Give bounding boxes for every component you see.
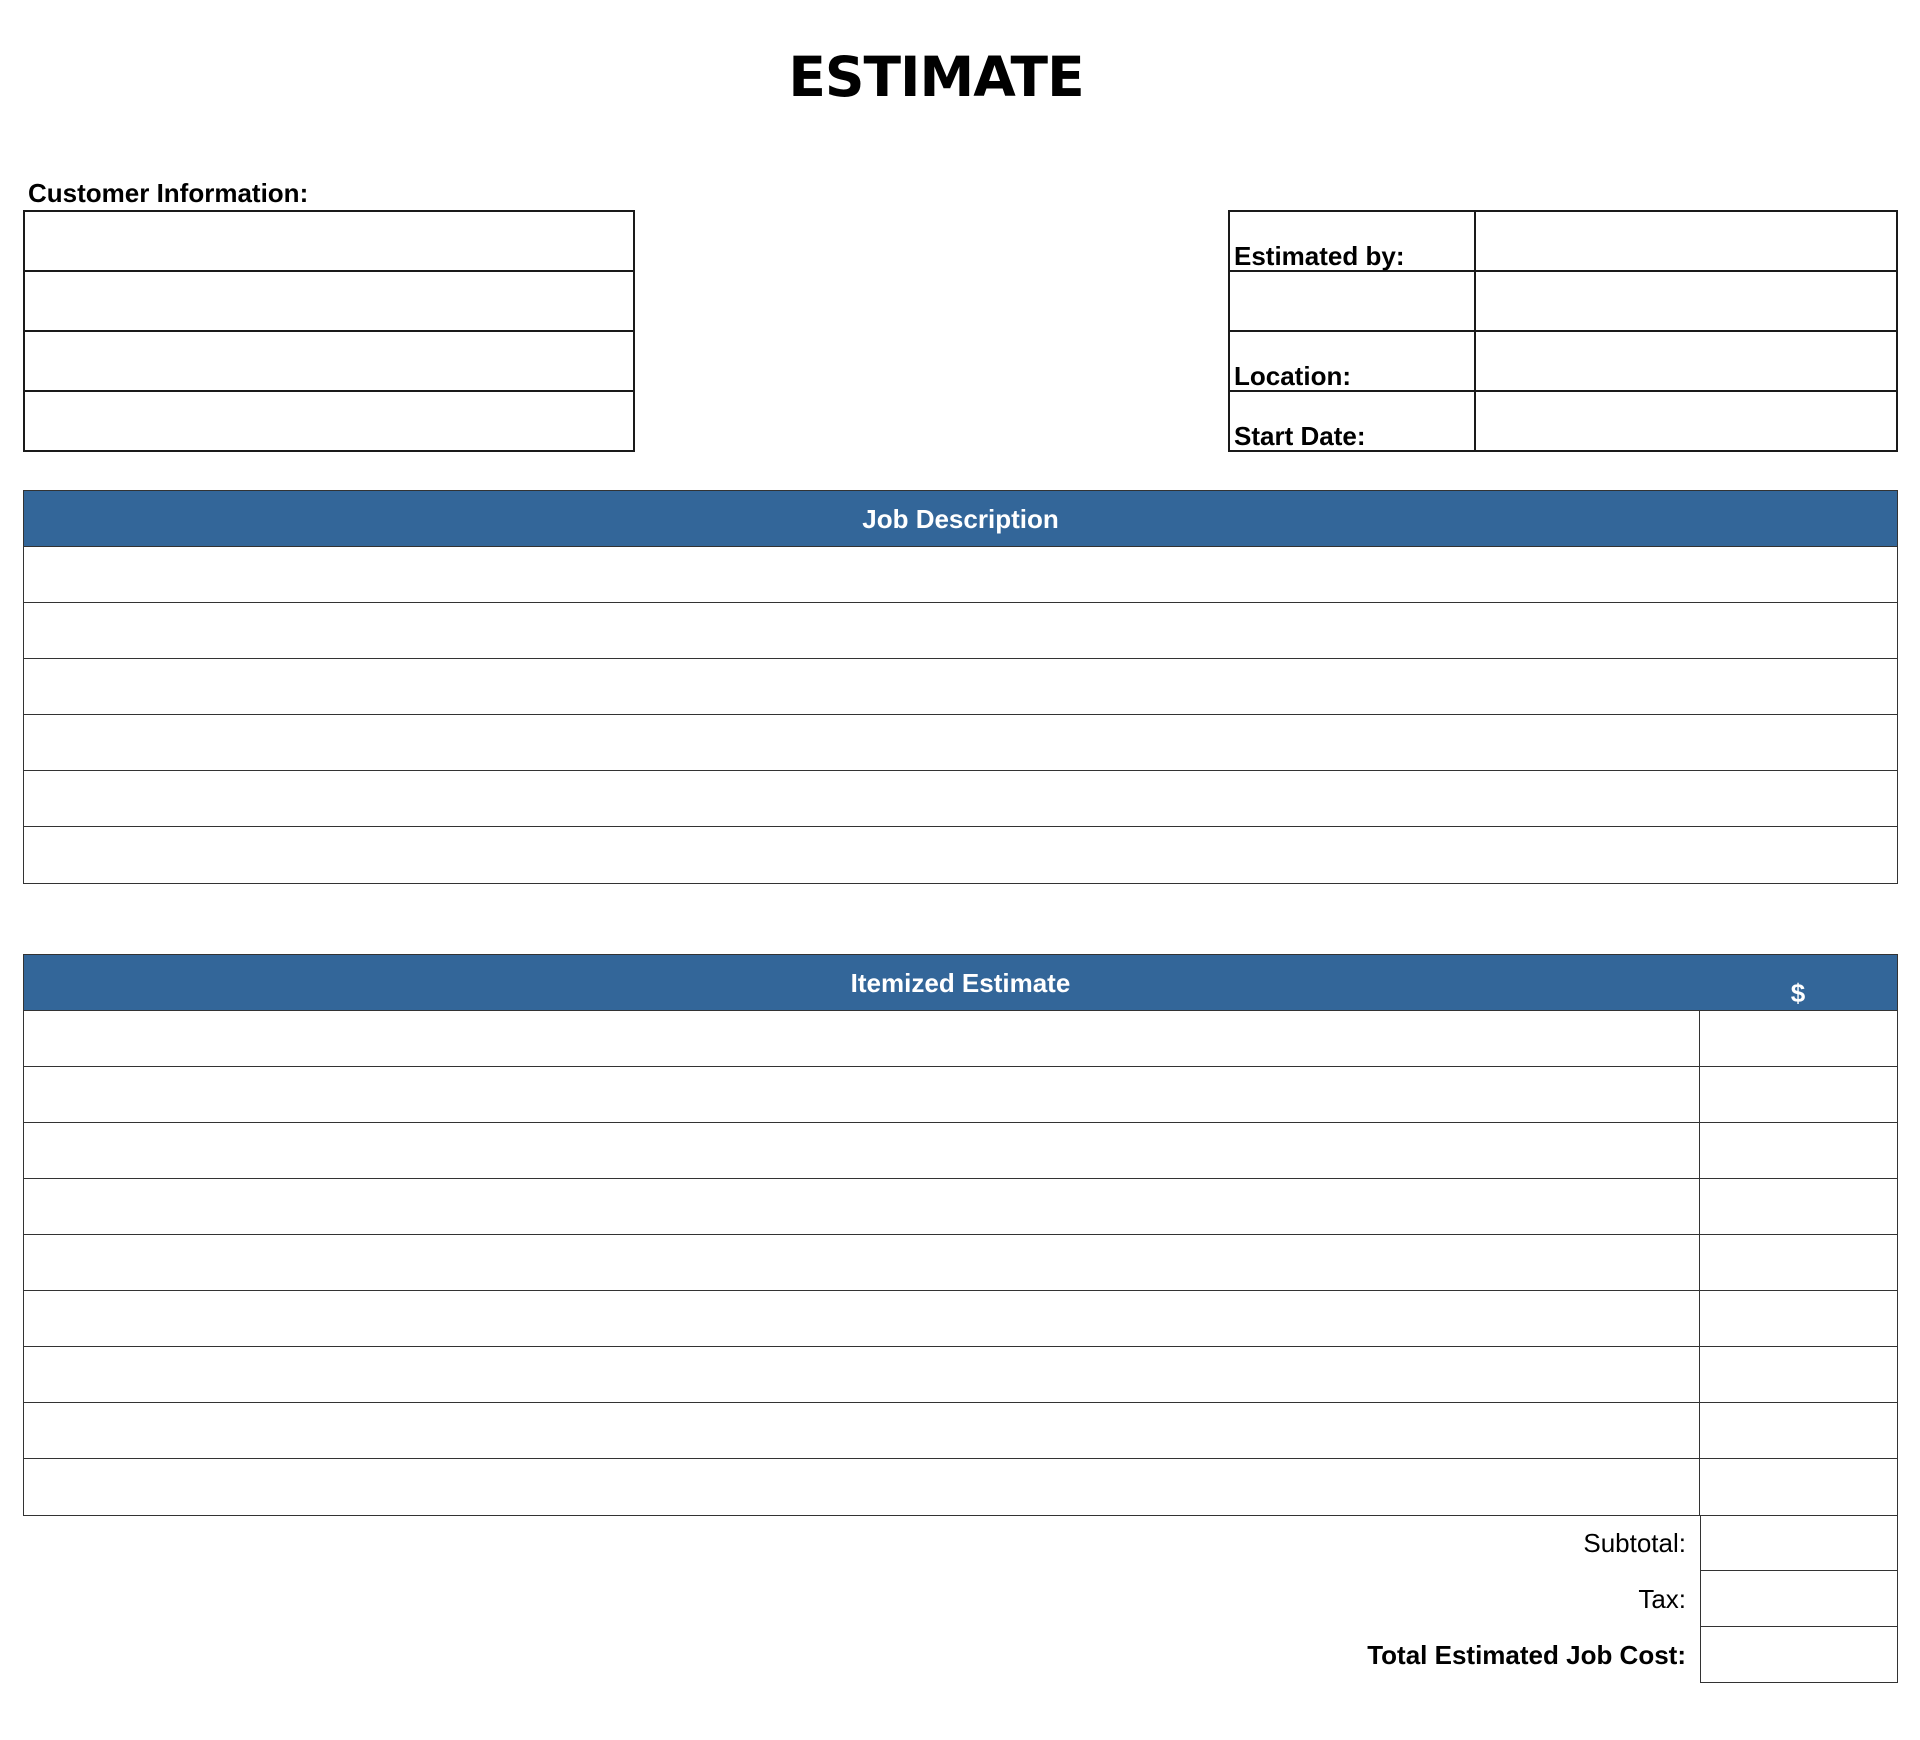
job-description-header [24,491,1897,547]
job-description-line[interactable] [24,827,1897,883]
document-title: ESTIMATE [788,45,1084,109]
job-description-cell[interactable] [24,603,1897,658]
total-label: Total Estimated Job Cost: [1367,1640,1686,1670]
item-description-cell[interactable] [24,1235,1699,1290]
item-description-cell[interactable] [24,1291,1699,1346]
job-description-cell[interactable] [24,771,1897,826]
estimate-info-blank-field[interactable] [1475,271,1897,331]
itemized-row [24,1179,1897,1235]
item-amount-cell[interactable] [1699,1067,1897,1122]
itemized-row [24,1235,1897,1291]
itemized-estimate-title: Itemized Estimate [850,968,1071,998]
customer-info-field-1[interactable] [24,211,634,271]
tax-label: Tax: [1638,1584,1686,1614]
item-description-cell[interactable] [24,1403,1699,1458]
job-description-section [23,490,1898,884]
job-description-title: Job Description [862,504,1059,534]
item-description-cell[interactable] [24,1179,1699,1234]
location-label: Location: [1229,331,1475,391]
estimate-info-table [1228,210,1898,452]
item-amount-cell[interactable] [1699,1011,1897,1066]
item-amount-cell[interactable] [1699,1179,1897,1234]
item-description-cell[interactable] [24,1459,1699,1515]
start-date-label: Start Date: [1229,391,1475,451]
job-description-line[interactable] [24,659,1897,715]
itemized-row [24,1347,1897,1403]
item-amount-cell[interactable] [1699,1459,1897,1515]
item-amount-cell[interactable] [1699,1291,1897,1346]
subtotal-field[interactable] [1700,1515,1898,1571]
itemized-row [24,1403,1897,1459]
job-description-cell[interactable] [24,715,1897,770]
itemized-row [24,1459,1897,1515]
itemized-estimate-section [23,954,1898,1516]
estimated-by-field[interactable] [1475,211,1897,271]
item-amount-cell[interactable] [1699,1347,1897,1402]
tax-row [23,1571,1898,1627]
job-description-line[interactable] [24,603,1897,659]
item-description-cell[interactable] [24,1011,1699,1066]
totals-section [23,1515,1898,1683]
itemized-row [24,1291,1897,1347]
total-row [23,1627,1898,1683]
item-amount-cell[interactable] [1699,1403,1897,1458]
subtotal-row [23,1515,1898,1571]
subtotal-label: Subtotal: [1583,1528,1686,1558]
job-description-cell[interactable] [24,547,1897,602]
item-description-cell[interactable] [24,1067,1699,1122]
job-description-cell[interactable] [24,827,1897,883]
amount-column-header: $ [1790,978,1806,1008]
customer-info-field-4[interactable] [24,391,634,451]
estimated-by-label: Estimated by: [1229,211,1475,271]
itemized-row [24,1123,1897,1179]
location-field[interactable] [1475,331,1897,391]
item-description-cell[interactable] [24,1123,1699,1178]
job-description-line[interactable] [24,547,1897,603]
estimate-info-blank-label [1229,271,1475,331]
item-amount-cell[interactable] [1699,1123,1897,1178]
itemized-estimate-header [24,955,1897,1011]
customer-info-label: Customer Information: [28,178,309,208]
job-description-line[interactable] [24,771,1897,827]
start-date-field[interactable] [1475,391,1897,451]
itemized-row [24,1067,1897,1123]
customer-info-field-2[interactable] [24,271,634,331]
item-description-cell[interactable] [24,1347,1699,1402]
itemized-row [24,1011,1897,1067]
customer-info-table [23,210,635,452]
item-amount-cell[interactable] [1699,1235,1897,1290]
tax-field[interactable] [1700,1571,1898,1627]
customer-info-field-3[interactable] [24,331,634,391]
job-description-line[interactable] [24,715,1897,771]
job-description-cell[interactable] [24,659,1897,714]
total-field[interactable] [1700,1627,1898,1683]
